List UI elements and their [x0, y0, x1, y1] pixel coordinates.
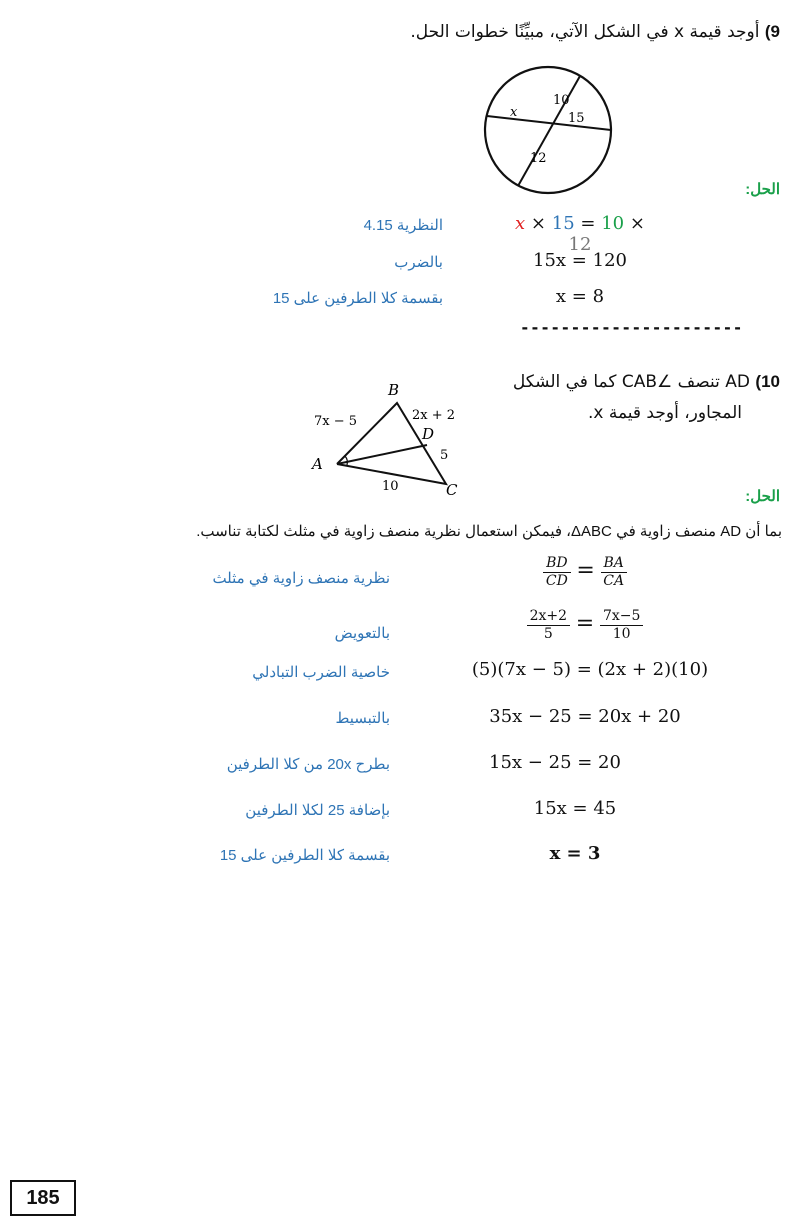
page-number: 185: [10, 1180, 76, 1216]
label-12: 12: [530, 151, 547, 166]
vertex-d: D: [422, 425, 435, 443]
problem-10-statement-line1: [513, 372, 780, 392]
step-reason: نظرية منصف زاوية في مثلث: [212, 570, 390, 587]
separator: ----------------------: [520, 318, 743, 337]
step-reason: بطرح 20x من كلا الطرفين: [226, 756, 390, 773]
label-bd: 2x + 2: [412, 408, 456, 423]
numerator: BD: [543, 555, 571, 573]
numerator: BA: [601, 555, 627, 573]
triangle-figure: [300, 375, 475, 497]
solution-label-9: الحل:: [745, 181, 780, 198]
denominator: CA: [603, 573, 625, 589]
vertex-a: A: [312, 455, 323, 473]
eq-times: ×: [629, 213, 645, 234]
step-fraction-equation: $\frac{BD}{CD}$ = $\frac{BA}{CA}$: [500, 555, 670, 589]
problem-text: أوجد قيمة x في الشكل الآتي، مبيِّنًا خطوات الحل.: [410, 22, 760, 42]
label-15: 15: [568, 111, 585, 126]
problem-10-statement-line2: المجاور، أوجد قيمة x.: [587, 403, 742, 423]
denominator: 5: [543, 626, 553, 642]
eq-12: 12: [568, 234, 592, 255]
label-ab: 7x − 5: [314, 414, 358, 429]
numerator: 2x+2: [527, 608, 570, 626]
step-equation: (5)(7x − 5) = (2x + 2)(10): [471, 659, 709, 680]
label-10: 10: [553, 93, 570, 108]
vertex-c: C: [446, 481, 458, 497]
step-reason: بقسمة كلا الطرفين على 15: [219, 847, 390, 864]
eq-times: ×: [530, 213, 547, 234]
problem-number: 10): [755, 372, 780, 391]
step-equation: x = 3: [549, 843, 601, 864]
step-fraction-equation: $\frac{2x+2}{5}$ = $\frac{7x-5}{10}$: [500, 608, 670, 642]
solution-label-10: الحل:: [745, 488, 780, 505]
circle-chords-figure: [478, 62, 618, 198]
eq-15: 15: [551, 213, 575, 234]
eq-x: x: [515, 213, 526, 234]
vertex-b: B: [388, 381, 400, 399]
step-reason: بقسمة كلا الطرفين على 15: [272, 290, 443, 307]
problem-number: 9): [764, 22, 780, 41]
numerator: 7x−5: [600, 608, 643, 626]
denominator: CD: [545, 573, 568, 589]
label-ac: 10: [382, 479, 399, 494]
eq-equals: =: [580, 213, 596, 234]
label-x: x: [510, 105, 518, 120]
step-reason: خاصية الضرب التبادلي: [252, 664, 390, 681]
step-reason: النظرية 4.15: [363, 217, 443, 234]
problem-text: AD تنصف ∠CAB كما في الشكل: [512, 372, 750, 392]
eq-10: 10: [601, 213, 625, 234]
step-equation: x = 8: [555, 286, 605, 307]
step-equation: 35x − 25 = 20x + 20: [489, 706, 681, 727]
step-reason: بالتبسيط: [335, 710, 390, 727]
step-equation: 15x = 120: [533, 250, 627, 271]
step-equation: 15x − 25 = 20: [489, 752, 621, 773]
solution-intro: بما أن AD منصف زاوية في ΔABC، فيمكن استعمال نظرية منصف زاوية في مثلث لكتابة تناسب.: [196, 523, 782, 540]
step-reason: بالضرب: [394, 254, 443, 271]
problem-9-statement: [410, 22, 780, 42]
step-reason: بالتعويض: [334, 625, 390, 642]
step-equation: 15x = 45: [533, 798, 617, 819]
label-dc: 5: [440, 448, 449, 463]
denominator: 10: [612, 626, 631, 642]
step-reason: بإضافة 25 لكلا الطرفين: [245, 802, 390, 819]
step-equation: [505, 213, 655, 255]
